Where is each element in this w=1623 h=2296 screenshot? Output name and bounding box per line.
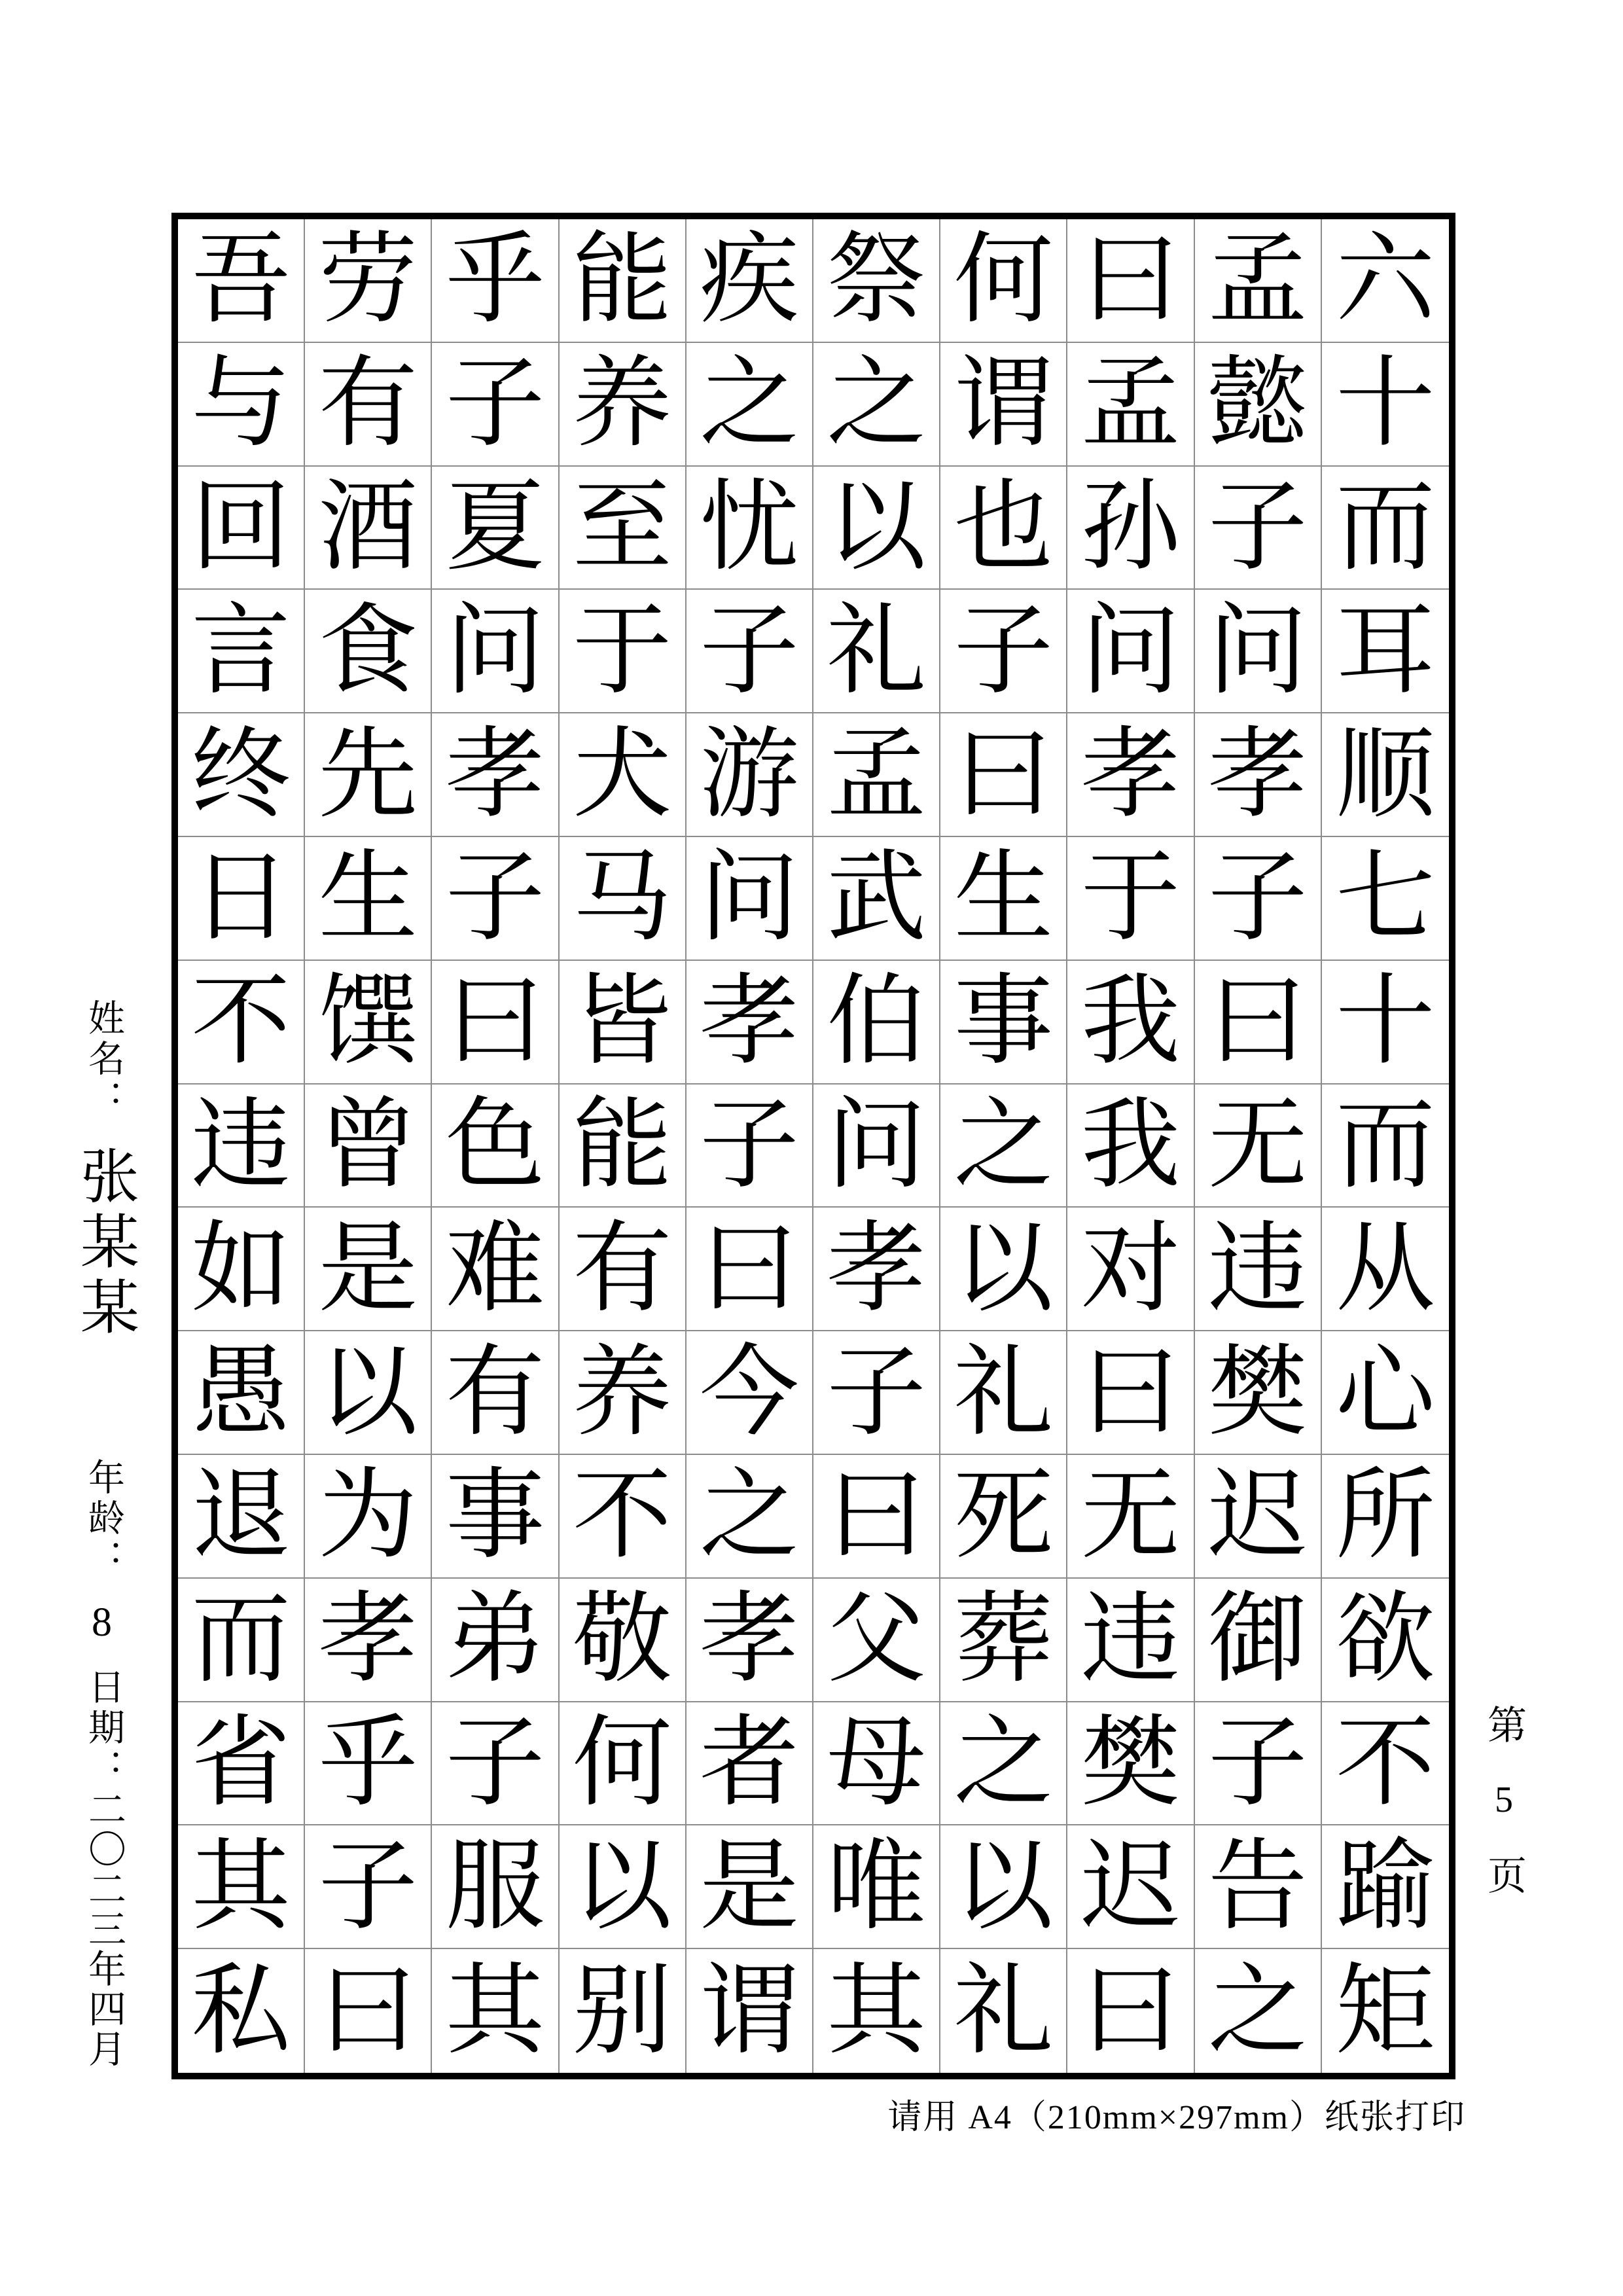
grid-cell: 忧	[687, 467, 813, 590]
grid-cell: 问	[1195, 590, 1322, 713]
grid-cell: 事	[432, 1455, 559, 1579]
grid-cell: 与	[178, 343, 305, 467]
grid-cell: 十	[1322, 961, 1449, 1085]
grid-cell: 子	[687, 1085, 813, 1208]
grid-cell: 其	[813, 1949, 940, 2073]
grid-cell: 退	[178, 1455, 305, 1579]
grid-cell: 不	[560, 1455, 687, 1579]
grid-cell: 生	[305, 837, 432, 961]
grid-cell: 子	[432, 343, 559, 467]
practice-grid-frame	[171, 213, 1455, 2079]
grid-cell: 曰	[940, 713, 1067, 837]
grid-cell: 曰	[687, 1208, 813, 1331]
grid-cell: 我	[1067, 1085, 1194, 1208]
grid-cell: 是	[687, 1825, 813, 1949]
grid-cell: 曰	[1067, 1949, 1194, 2073]
grid-cell: 之	[940, 1702, 1067, 1826]
grid-cell: 疾	[687, 219, 813, 343]
grid-cell: 能	[560, 1085, 687, 1208]
grid-cell: 曰	[1067, 219, 1194, 343]
grid-cell: 马	[560, 837, 687, 961]
grid-cell: 是	[305, 1208, 432, 1331]
grid-cell: 问	[1067, 590, 1194, 713]
grid-cell: 而	[1322, 1085, 1449, 1208]
grid-cell: 言	[178, 590, 305, 713]
grid-cell: 七	[1322, 837, 1449, 961]
grid-cell: 服	[432, 1825, 559, 1949]
print-instruction: 请用 A4（210mm×297mm）纸张打印	[887, 2099, 1466, 2136]
date-label: 日期：	[83, 1668, 124, 1789]
grid-cell: 告	[1195, 1825, 1322, 1949]
grid-cell: 礼	[940, 1949, 1067, 2073]
grid-cell: 不	[178, 961, 305, 1085]
age-label: 年龄：	[83, 1458, 124, 1580]
grid-cell: 之	[813, 343, 940, 467]
grid-cell: 违	[1067, 1579, 1194, 1702]
grid-cell: 违	[178, 1085, 305, 1208]
grid-cell: 以	[940, 1208, 1067, 1331]
grid-cell: 其	[178, 1825, 305, 1949]
grid-cell: 樊	[1067, 1702, 1194, 1826]
grid-cell: 懿	[1195, 343, 1322, 467]
grid-cell: 于	[560, 590, 687, 713]
grid-cell: 子	[1195, 467, 1322, 590]
grid-cell: 曰	[1195, 961, 1322, 1085]
grid-cell: 伯	[813, 961, 940, 1085]
grid-cell: 问	[432, 590, 559, 713]
grid-cell: 祭	[813, 219, 940, 343]
character-grid	[178, 219, 1449, 2073]
grid-cell: 死	[940, 1455, 1067, 1579]
grid-cell: 乎	[305, 1702, 432, 1826]
grid-cell: 养	[560, 343, 687, 467]
age-value: 8	[92, 1600, 112, 1645]
grid-cell: 回	[178, 467, 305, 590]
grid-cell: 曾	[305, 1085, 432, 1208]
grid-cell: 省	[178, 1702, 305, 1826]
grid-cell: 矩	[1335, 1956, 1435, 2066]
grid-cell: 之	[687, 1455, 813, 1579]
grid-cell: 曰	[305, 1949, 432, 2073]
grid-cell: 何	[560, 1702, 687, 1826]
grid-cell: 孟	[1195, 219, 1322, 343]
grid-cell: 孝	[1195, 713, 1322, 837]
grid-cell: 弟	[432, 1579, 559, 1702]
grid-cell: 色	[432, 1085, 559, 1208]
grid-cell: 孝	[1067, 713, 1194, 837]
grid-cell: 游	[687, 713, 813, 837]
grid-cell: 以	[940, 1825, 1067, 1949]
grid-cell: 子	[813, 1331, 940, 1455]
grid-cell: 子	[432, 837, 559, 961]
grid-cell: 其	[432, 1949, 559, 2073]
grid-cell: 如	[178, 1208, 305, 1331]
grid-cell: 问	[687, 837, 813, 961]
grid-cell: 至	[560, 467, 687, 590]
grid-cell: 迟	[1067, 1825, 1194, 1949]
grid-cell: 私	[178, 1949, 305, 2073]
grid-cell: 曰	[1067, 1331, 1194, 1455]
grid-cell: 事	[940, 961, 1067, 1085]
grid-cell: 心	[1322, 1331, 1449, 1455]
date-value: 二〇二三年四月	[82, 1789, 125, 2069]
grid-cell: 吾	[178, 219, 305, 343]
grid-cell: 曰	[813, 1455, 940, 1579]
grid-cell: 唯	[813, 1825, 940, 1949]
grid-cell: 日	[178, 837, 305, 961]
grid-cell: 违	[1195, 1208, 1322, 1331]
grid-cell: 终	[178, 713, 305, 837]
grid-cell: 谓	[687, 1949, 813, 2073]
grid-cell: 葬	[940, 1579, 1067, 1702]
grid-cell: 子	[432, 1702, 559, 1826]
name-value: 张某某	[71, 1145, 136, 1342]
grid-cell: 孝	[813, 1208, 940, 1331]
grid-cell: 顺	[1322, 713, 1449, 837]
grid-cell: 樊	[1195, 1331, 1322, 1455]
grid-cell: 子	[1195, 837, 1322, 961]
grid-cell: 而	[178, 1579, 305, 1702]
grid-cell: 别	[560, 1949, 687, 2073]
grid-cell: 有	[432, 1331, 559, 1455]
grid-cell: 何	[940, 219, 1067, 343]
grid-cell: 礼	[940, 1331, 1067, 1455]
grid-cell: 孟	[813, 713, 940, 837]
grid-cell: 问	[813, 1085, 940, 1208]
page-number-suffix: 页	[1482, 1855, 1525, 1894]
grid-cell: 犬	[560, 713, 687, 837]
grid-cell: 敬	[560, 1579, 687, 1702]
grid-cell: 武	[813, 837, 940, 961]
grid-cell: 之	[687, 343, 813, 467]
grid-cell: 礼	[813, 590, 940, 713]
grid-cell: 皆	[560, 961, 687, 1085]
grid-cell: 以	[560, 1825, 687, 1949]
grid-cell: 孝	[305, 1579, 432, 1702]
grid-cell: 有	[305, 343, 432, 467]
grid-cell: 为	[305, 1455, 432, 1579]
grid-cell: 孝	[687, 961, 813, 1085]
grid-cell: 乎	[432, 219, 559, 343]
grid-cell: 者	[687, 1702, 813, 1826]
grid-cell: 养	[560, 1331, 687, 1455]
grid-cell: 谓	[940, 343, 1067, 467]
grid-cell: 以	[305, 1331, 432, 1455]
grid-cell: 有	[560, 1208, 687, 1331]
grid-cell: 食	[305, 590, 432, 713]
grid-cell: 之	[1195, 1949, 1322, 2073]
grid-cell: 迟	[1195, 1455, 1322, 1579]
grid-cell: 难	[432, 1208, 559, 1331]
grid-cell: 孟	[1067, 343, 1194, 467]
grid-cell: 踰	[1322, 1825, 1449, 1949]
grid-cell: 十	[1322, 343, 1449, 467]
grid-cell: 无	[1067, 1455, 1194, 1579]
grid-cell: 子	[305, 1825, 432, 1949]
grid-cell: 曰	[432, 961, 559, 1085]
grid-cell: 孝	[432, 713, 559, 837]
grid-cell: 孝	[687, 1579, 813, 1702]
grid-cell: 母	[813, 1702, 940, 1826]
grid-cell: 对	[1067, 1208, 1194, 1331]
grid-cell: 之	[940, 1085, 1067, 1208]
name-label: 姓名：	[83, 999, 124, 1121]
page-number-value: 5	[1495, 1780, 1513, 1820]
grid-cell: 劳	[305, 219, 432, 343]
grid-cell: 子	[687, 590, 813, 713]
grid-cell: 愚	[178, 1331, 305, 1455]
grid-cell: 以	[813, 467, 940, 590]
grid-cell: 馔	[305, 961, 432, 1085]
grid-cell: 欲	[1322, 1579, 1449, 1702]
page-number-prefix: 第	[1482, 1704, 1525, 1744]
grid-cell: 所	[1322, 1455, 1449, 1579]
grid-cell: 能	[560, 219, 687, 343]
grid-cell: 耳	[1322, 590, 1449, 713]
grid-cell: 从	[1322, 1208, 1449, 1331]
grid-cell: 孙	[1067, 467, 1194, 590]
grid-cell: 父	[813, 1579, 940, 1702]
grid-cell: 而	[1322, 467, 1449, 590]
grid-cell: 不	[1322, 1702, 1449, 1826]
grid-cell: 我	[1067, 961, 1194, 1085]
grid-cell: 生	[940, 837, 1067, 961]
grid-cell: 于	[1067, 837, 1194, 961]
grid-cell: 酒	[305, 467, 432, 590]
grid-cell: 夏	[432, 467, 559, 590]
grid-cell: 也	[940, 467, 1067, 590]
grid-cell: 今	[687, 1331, 813, 1455]
grid-cell: 无	[1195, 1085, 1322, 1208]
grid-cell: 先	[305, 713, 432, 837]
grid-cell: 子	[940, 590, 1067, 713]
grid-cell: 子	[1195, 1702, 1322, 1826]
grid-cell: 六	[1322, 219, 1449, 343]
grid-cell: 御	[1195, 1579, 1322, 1702]
